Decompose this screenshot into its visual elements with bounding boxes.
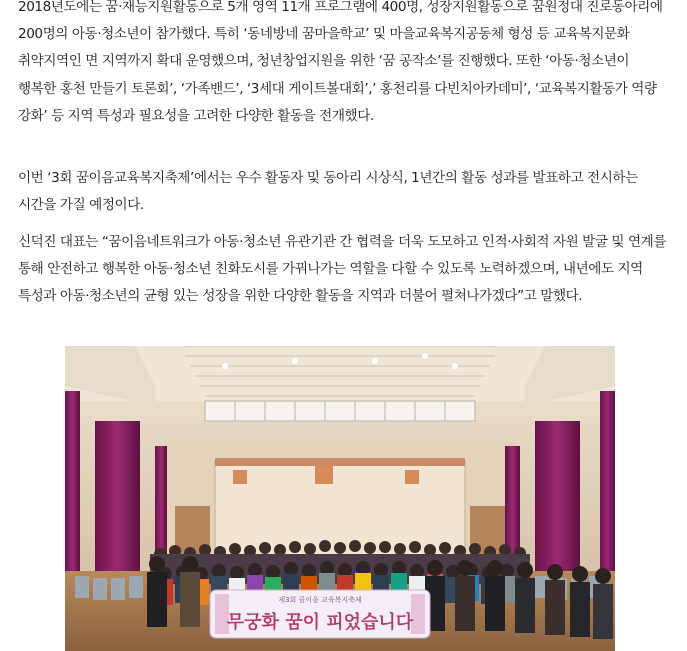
article-paragraph: 이번 ‘3회 꿈이음교육복지축제’에서는 우수 활동자 및 동아리 시상식, 1년간의 활동 성과를 발표하고 전시하는 시간을 가질 예정이다. xyxy=(18,170,638,214)
article-paragraph: 신덕진 대표는 “꿈이음네트워크가 아동·청소년 유관기관 간 협력을 더욱 도모하고 인적·사회적 자원 발굴 및 연계를 통해 안전하고 행복한 아동·청소년 친화도시를 가꿔나가는 역할을 다할 수 있도록 노력하겠으며, 내년에도 지역 특성과 아동·청소년의 균형 있는 성장을 위한 다양한 활동을 지역과 더불어 펼쳐나가겠다”고 말했다. xyxy=(18,234,667,305)
group-photo-illustration xyxy=(65,346,615,651)
article-paragraph: 2018년도에는 꿈·재능지원활동으로 5개 영역 11개 프로그램에 400명, 성장지원활동으로 꿈원정대 진로동아리에 200명의 아동·청소년이 참가했다. 특히 ‘동네방네 꿈마을학교’ 및 마을교육복지공동체 형성 등 교육복지문화 취약지역인 면 지역까지 확대 운영했으며, 청년창업지원을 위한 ‘꿈 공작소’를 진행했다. 또한 ‘아동·청소년이 행복한 홍천 만들기 토론회’, ‘가족밴드’, ‘3세대 게이트볼대회’,’ 홍천리를 다빈치아카데미’, ‘교육복지활동가 역량 강화’ 등 지역 특성과 필요성을 고려한 다양한 활동을 전개했다. xyxy=(18,0,663,124)
event-banner xyxy=(210,590,430,638)
banner-title: 무궁화 꿈이 피었습니다 xyxy=(226,612,414,633)
banner-subtitle: 제3회 꿈이음 교육복지축제 xyxy=(278,596,362,604)
group-photo xyxy=(65,346,615,651)
